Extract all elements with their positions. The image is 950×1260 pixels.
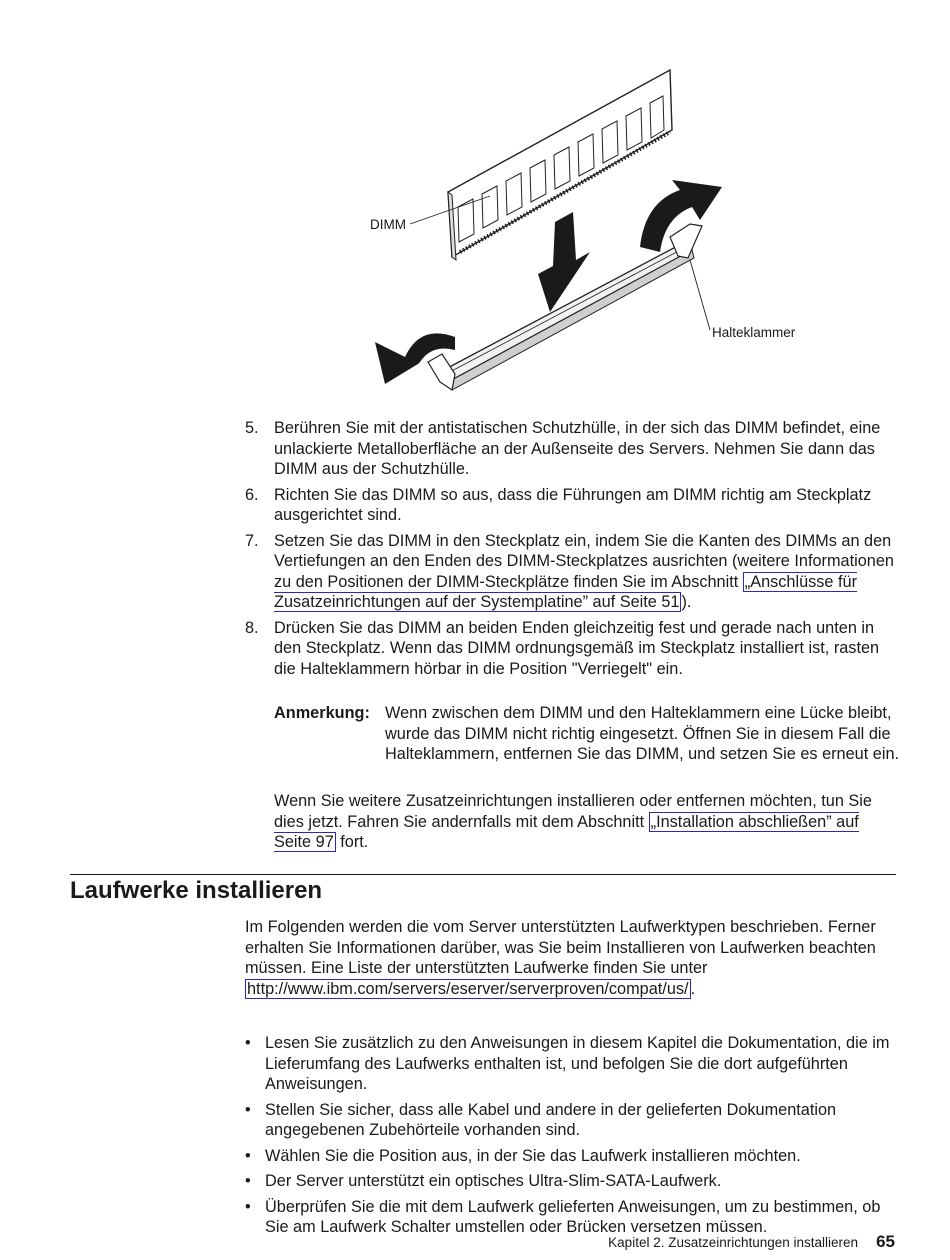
- bullet-icon: •: [245, 1197, 251, 1216]
- bullet-icon: •: [245, 1172, 251, 1190]
- list-item-text: Der Server unterstützt ein optisches Ultra-Slim-SATA-Laufwerk.: [265, 1172, 722, 1190]
- list-item-text: Stellen Sie sicher, dass alle Kabel und andere in der gelieferten Dokumentation angegebenen Zubehörteile vorhanden sind.: [265, 1100, 837, 1139]
- paragraph-text: Wenn Sie weitere Zusatzeinrichtungen installieren oder entfernen möchten, tun Sie dies jetzt. Fahren Sie andernfalls mit dem Abschnitt: [274, 792, 872, 831]
- list-item: [245, 1171, 900, 1192]
- intro-text-end: .: [690, 979, 696, 998]
- intro-text: Im Folgenden werden die vom Server unterstützten Laufwerktypen beschrieben. Ferner erhalten Sie Informationen darüber, was Sie beim Installieren von Laufwerken beachten müssen. Eine Liste der unterstützten Laufwerke finden Sie unter: [245, 918, 876, 977]
- section-divider: [70, 874, 896, 875]
- installation-steps: [245, 418, 900, 684]
- note-block: [274, 703, 900, 765]
- step-text: Drücken Sie das DIMM an beiden Enden gleichzeitig fest und gerade nach unten in den Steckplatz. Wenn das DIMM ordnungsgemäß im Steckplatz installiert ist, rasten die Halteklammern hörbar in die Position "Verriegelt" ein.: [274, 618, 880, 678]
- note-label: Anmerkung:: [274, 704, 370, 722]
- bullet-icon: •: [245, 1100, 251, 1119]
- step-text-end: ).: [681, 593, 692, 611]
- step-text: Setzen Sie das DIMM in den Steckplatz ein, indem Sie die Kanten des DIMMs an den Vertiefungen an den Enden des DIMM-Steckplatzes ausrichten (weitere Informationen zu den Positionen der DIMM-Steckplätze finden Sie im Abschnitt: [274, 531, 894, 591]
- step-number: 8.: [245, 618, 259, 637]
- list-item: [245, 1100, 900, 1141]
- serverproven-url-link[interactable]: http://www.ibm.com/servers/eserver/serverproven/compat/us/: [247, 979, 689, 998]
- section-heading: Laufwerke installieren: [70, 877, 323, 904]
- left-clip: [428, 354, 455, 390]
- dimm-installation-figure: [360, 62, 820, 402]
- list-item-text: Überprüfen Sie die mit dem Laufwerk gelieferten Anweisungen, um zu bestimmen, ob Sie am Laufwerk Schalter umstellen oder Brücken versetzen müssen.: [265, 1197, 881, 1236]
- clip-label: Halteklammer: [712, 325, 796, 340]
- drive-guidelines-list: [245, 1033, 900, 1243]
- dimm-illustration: [360, 62, 820, 402]
- list-item-text: Lesen Sie zusätzlich zu den Anweisungen in diesem Kapitel die Dokumentation, die im Lieferumfang des Laufwerks enthalten ist, und befolgen Sie die dort aufgeführten Anweisungen.: [265, 1034, 890, 1093]
- dimm-label: DIMM: [370, 217, 406, 232]
- bullet-icon: •: [245, 1034, 251, 1052]
- list-item: [245, 1033, 900, 1095]
- link-connectors-page-51[interactable]: „Anschlüsse für Zusatzeinrichtungen auf der Systemplatine” auf Seite 51: [274, 572, 857, 611]
- note-text: Wenn zwischen dem DIMM und den Halteklammern eine Lücke bleibt, wurde das DIMM nicht richtig eingesetzt. Öffnen Sie in diesem Fall die Halteklammern, entfernen Sie das DIMM, und setzen Sie es erneut ein.: [385, 704, 900, 763]
- link-finish-installation-page-97[interactable]: „Installation abschließen” auf Seite 97: [274, 812, 859, 851]
- bullet-icon: •: [245, 1146, 251, 1165]
- section-intro: [245, 917, 900, 999]
- page-number: 65: [876, 1232, 895, 1251]
- step-5: [245, 418, 900, 480]
- step-6: [245, 485, 900, 526]
- step-number: 7.: [245, 531, 259, 550]
- list-item-text: Wählen Sie die Position aus, in der Sie das Laufwerk installieren möchten.: [265, 1146, 801, 1165]
- step-text: Richten Sie das DIMM so aus, dass die Führungen am DIMM richtig am Steckplatz ausgerichtet sind.: [274, 485, 872, 524]
- page-footer: [608, 1232, 895, 1253]
- step-7: [245, 531, 900, 613]
- paragraph-text-end: fort.: [335, 833, 369, 851]
- chapter-title: Kapitel 2. Zusatzeinrichtungen installieren: [608, 1235, 859, 1250]
- continue-paragraph: [274, 791, 900, 853]
- step-number: 6.: [245, 485, 259, 504]
- list-item: [245, 1146, 900, 1167]
- step-text: Berühren Sie mit der antistatischen Schutzhülle, in der sich das DIMM befindet, eine unlackierte Metalloberfläche an der Außenseite des Servers. Nehmen Sie dann das DIMM aus der Schutzhülle.: [274, 419, 881, 478]
- step-number: 5.: [245, 419, 259, 437]
- step-8: [245, 618, 900, 680]
